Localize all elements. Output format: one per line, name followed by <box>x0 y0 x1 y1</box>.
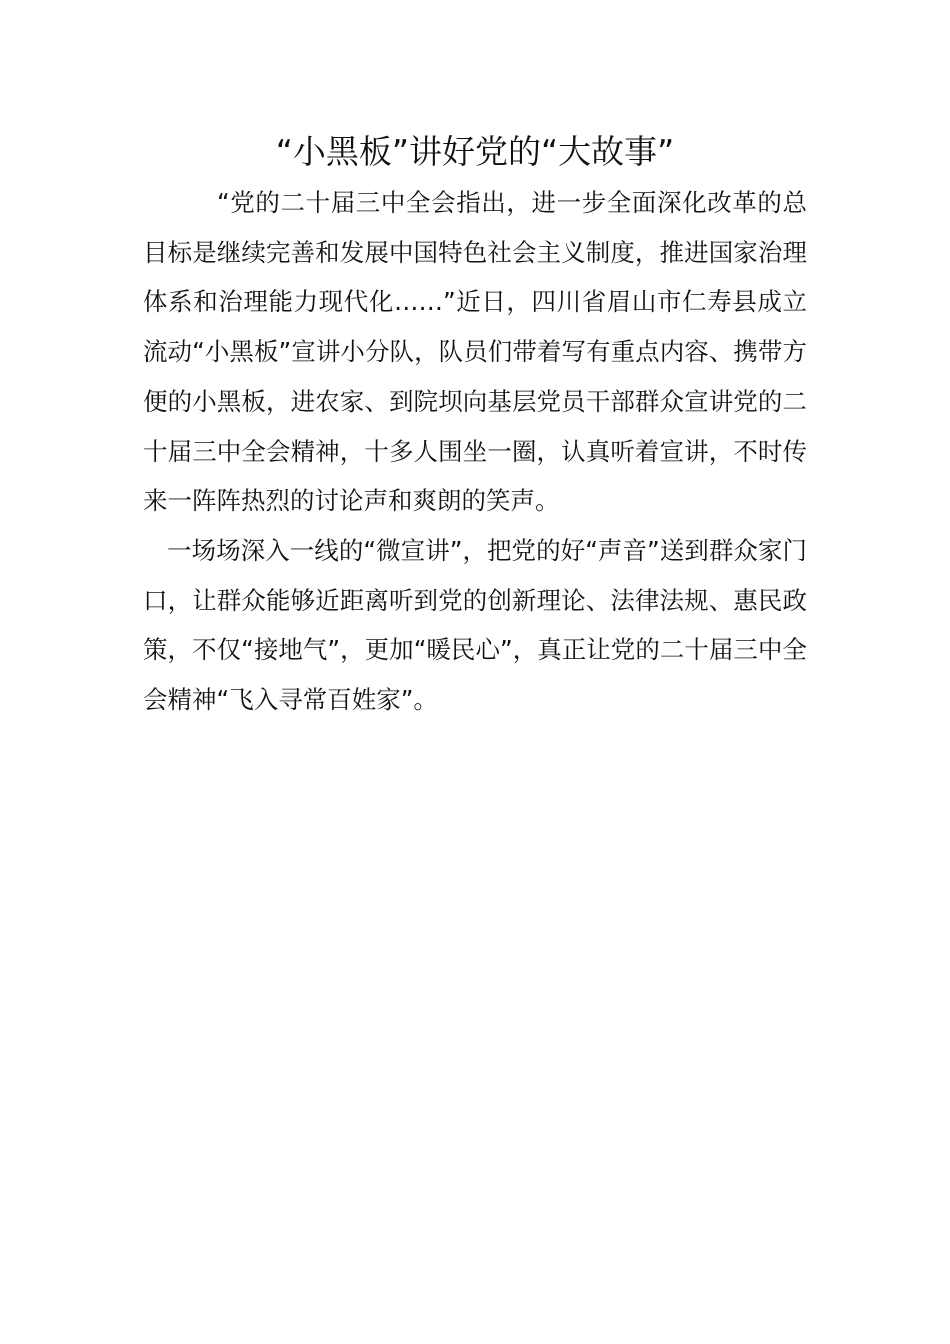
paragraph-1: “党的二十届三中全会指出，进一步全面深化改革的总目标是继续完善和发展中国特色社会主义制度，推进国家治理体系和治理能力现代化……”近日，四川省眉山市仁寿县成立流动“小黑板”宣讲小分队，队员们带着写有重点内容、携带方便的小黑板，进农家、到院坝向基层党员干部群众宣讲党的二十届三中全会精神，十多人围坐一圈，认真听着宣讲，不时传来一阵阵热烈的讨论声和爽朗的笑声。 <box>143 188 807 516</box>
paragraph-2: 一场场深入一线的“微宣讲”，把党的好“声音”送到群众家门口，让群众能够近距离听到党的创新理论、法律法规、惠民政策，不仅“接地气”，更加“暖民心”，真正让党的二十届三中全会精神“飞入寻常百姓家”。 <box>143 535 807 715</box>
document-body <box>143 178 807 725</box>
document-title: “小黑板”讲好党的“大故事” <box>275 132 675 171</box>
